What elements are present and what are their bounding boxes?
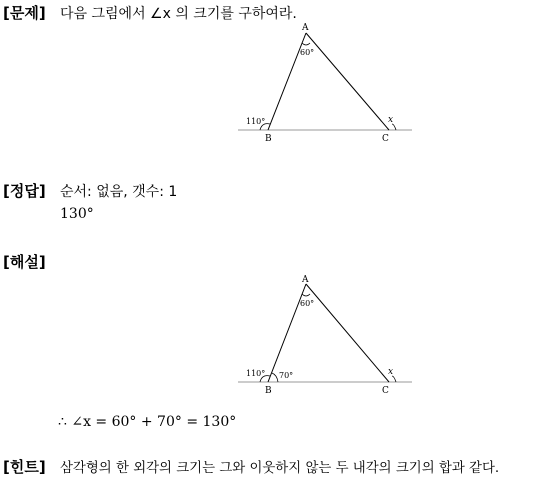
vertex-c: C [382,386,389,396]
hint-label: [힌트] [3,458,46,476]
problem-triangle-figure [0,18,559,168]
vertex-b: B [265,134,272,144]
angle-a-arc [302,294,310,296]
angle-b-int-arc [272,373,278,382]
side-ac [306,284,389,382]
angle-c-ext-value: x [388,367,394,377]
vertex-b: B [265,386,272,396]
problem-text: 다음 그림에서 ∠x 의 크기를 구하여라. [60,6,297,22]
side-ac [306,33,389,130]
answer-meta: 순서: 없음, 갯수: 1 [60,184,178,200]
angle-a-value: 60° [300,48,315,57]
explanation-equation: ∴ ∠x = 60° + 70° = 130° [58,414,237,430]
angle-c-ext-value: x [388,115,394,125]
problem-label: [문제] [3,4,46,22]
angle-a-arc [302,43,310,45]
angle-b-ext-value: 110° [246,369,266,378]
vertex-c: C [382,134,389,144]
vertex-a: A [302,23,309,33]
hint-text: 삼각형의 한 외각의 크기는 그와 이웃하지 않는 두 내각의 크기의 합과 같다. [60,461,500,476]
answer-value: 130° [60,206,94,222]
angle-b-ext-value: 110° [246,117,266,126]
explanation-triangle-figure [0,265,559,415]
answer-label: [정답] [3,182,46,200]
vertex-a: A [302,275,309,285]
angle-a-value: 60° [300,299,315,308]
angle-b-int-value: 70° [279,371,294,380]
explanation-label: [해설] [3,253,46,271]
